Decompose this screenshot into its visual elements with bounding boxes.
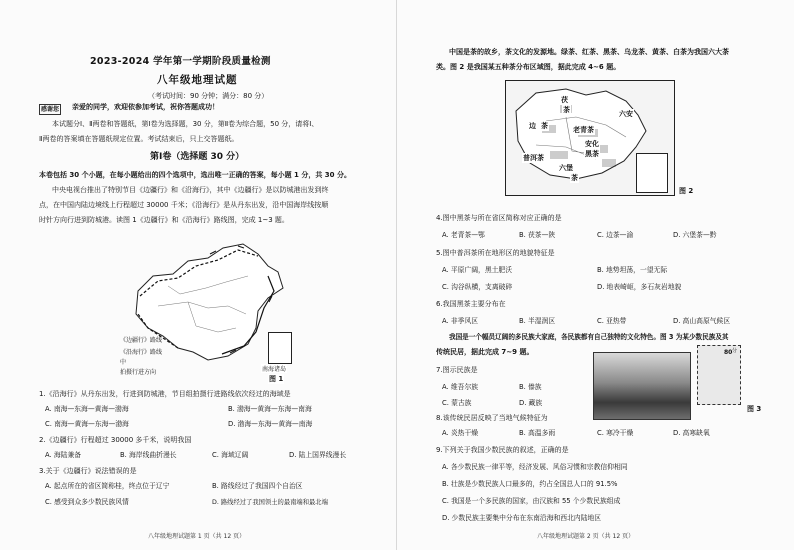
tea-intro-line-1: 中国是茶的故乡，茶文化的发源地。绿茶、红茶、黑茶、乌龙茶、黄茶、白茶为我国六大茶 xyxy=(449,48,729,56)
question-3-stem: 3.关于《边疆行》说法错误的是 xyxy=(39,467,137,475)
stamp-value: 80 xyxy=(724,349,733,356)
tea-intro-line-2: 类。图 2 是我国某五种茶分布区域图，据此完成 4~6 题。 xyxy=(436,63,621,71)
traditional-dwelling-photo xyxy=(593,352,691,420)
q5-option-c[interactable]: C. 沟谷纵横，支离破碎 xyxy=(442,283,513,291)
q4-option-c[interactable]: C. 边茶—渝 xyxy=(597,231,634,239)
label-fu-tea: 茶 xyxy=(563,106,570,114)
subject-title: 八年级地理试题 xyxy=(157,74,238,86)
stamp-unit: 分 xyxy=(732,348,738,354)
passage-line-2: 点，在中国内陆边境线上行程超过 30000 千米；《沿海行》是从丹东出发，沿中国海岸线按顺 xyxy=(39,201,329,209)
question-7-stem: 7.图示民族是 xyxy=(436,366,478,374)
label-liubao: 六堡 xyxy=(559,164,573,172)
label-bian-tea: 茶 xyxy=(541,122,548,130)
south-china-sea-inset xyxy=(268,332,292,364)
figure-1-map xyxy=(118,236,298,386)
legend-direction: 拍摄行进方向 xyxy=(120,369,157,376)
passage-line-1: 中央电视台推出了特别节目《边疆行》和《沿海行》，其中《边疆行》是以防城港出发到终 xyxy=(52,186,329,194)
page-2-footer: 八年级地理试题第 2 页（共 12 页） xyxy=(537,533,635,540)
q8-option-c[interactable]: C. 寒冷干燥 xyxy=(597,429,634,437)
q7-option-b[interactable]: B. 傣族 xyxy=(519,383,542,391)
figure-2-label: 图 2 xyxy=(679,187,694,195)
q5-option-d[interactable]: D. 地表崎岖，多石灰岩地貌 xyxy=(597,283,682,291)
q6-option-c[interactable]: C. 亚热带 xyxy=(597,317,627,325)
q1-option-d[interactable]: D. 渤海—东海—黄海—南海 xyxy=(228,420,313,428)
q6-option-d[interactable]: D. 高山高原气候区 xyxy=(673,317,731,325)
label-laoqing: 老青茶 xyxy=(573,126,594,134)
q7-option-c[interactable]: C. 蒙古族 xyxy=(442,399,472,407)
south-china-sea-inset-2 xyxy=(636,153,668,193)
q8-option-a[interactable]: A. 炎热干燥 xyxy=(442,429,479,437)
legend-coast-route: 《沿海行》路线 xyxy=(120,349,163,356)
ethnic-passage-line-1: 我国是一个幅员辽阔的多民族大家庭，各民族都有自己独特的文化特色。图 3 为某少数民族及其 xyxy=(449,333,729,341)
q7-option-d[interactable]: D. 藏族 xyxy=(519,399,543,407)
label-anhua: 安化 xyxy=(585,140,599,148)
q2-option-c[interactable]: C. 海域辽阔 xyxy=(212,451,249,459)
q9-option-b[interactable]: B. 壮族是少数民族人口最多的，约占全国总人口的 91.5% xyxy=(442,480,618,488)
label-liubao-tea: 茶 xyxy=(571,174,578,182)
legend-mid: 中 xyxy=(120,359,127,366)
question-2-stem: 2.《边疆行》行程超过 30000 多千米，说明我国 xyxy=(39,436,192,444)
q9-option-d[interactable]: D. 少数民族主要集中分布在东南沿海和西北内陆地区 xyxy=(442,514,602,522)
figure-2-tea-map xyxy=(505,80,675,196)
q6-option-a[interactable]: A. 非季风区 xyxy=(442,317,479,325)
exam-page-2 xyxy=(397,0,794,550)
figure-1-label: 图 1 xyxy=(269,375,284,383)
question-5-stem: 5.图中普洱茶所在地形区的地貌特征是 xyxy=(436,249,555,257)
q4-option-b[interactable]: B. 茯茶—陕 xyxy=(519,231,556,239)
q5-option-a[interactable]: A. 平原广阔，黑土肥沃 xyxy=(442,266,513,274)
label-liuan: 六安 xyxy=(619,110,633,118)
exam-info: （考试时间：90 分钟；满分：80 分） xyxy=(148,92,269,100)
q5-option-b[interactable]: B. 地势坦荡，一望无际 xyxy=(597,266,668,274)
question-8-stem: 8.该传统民居反映了当地气候特征为 xyxy=(436,414,548,422)
passage-line-3: 时针方向行进到防城港。读图 1《边疆行》和《沿海行》路线图，完成 1~3 题。 xyxy=(39,216,289,224)
stamp-mark: 感谢您 xyxy=(41,106,60,113)
q9-option-c[interactable]: C. 我国是一个多民族的国家，由汉族和 55 个少数民族组成 xyxy=(442,497,621,505)
label-puer: 普洱茶 xyxy=(523,154,544,162)
page-1-footer: 八年级地理试题第 1 页（共 12 页） xyxy=(148,533,246,540)
greeting: 亲爱的同学，欢迎依参加考试，祝你答题成功！ xyxy=(72,103,219,111)
q4-option-d[interactable]: D. 六堡茶—黔 xyxy=(673,231,717,239)
q1-option-c[interactable]: C. 南海—黄海—东海—渤海 xyxy=(45,420,129,428)
q3-option-b[interactable]: B. 路线经过了我国四个自治区 xyxy=(212,482,303,490)
ethnic-passage-line-2: 传统民居，据此完成 7~9 题。 xyxy=(436,348,534,356)
q3-option-d[interactable]: D. 路线经过了我国领土的最南端和最北端 xyxy=(212,499,328,506)
q2-option-b[interactable]: B. 海岸线曲折漫长 xyxy=(120,451,177,459)
q9-option-a[interactable]: A. 各少数民族一律平等，经济发展、风俗习惯和宗教信仰相同 xyxy=(442,463,628,471)
q3-option-c[interactable]: C. 感受到众多少数民族风情 xyxy=(45,498,129,506)
postage-stamp-image xyxy=(697,345,741,405)
section-title: 第Ⅰ卷（选择题 30 分） xyxy=(150,152,245,162)
question-1-stem: 1.《沿海行》从丹东出发，行进到防城港，节目组拍摄行进路线依次经过的海域是 xyxy=(39,390,291,398)
instruction-line-1: 本试题分Ⅰ、Ⅱ两卷和答题纸，第Ⅰ卷为选择题，30 分，第Ⅱ卷为综合题，50 分，请将Ⅰ、 xyxy=(52,120,319,128)
question-9-stem: 9.下列关于我国少数民族的叙述，正确的是 xyxy=(436,446,569,454)
q1-option-b[interactable]: B. 渤海—黄海—东海—南海 xyxy=(228,405,312,413)
q4-option-a[interactable]: A. 老青茶—鄂 xyxy=(442,231,485,239)
question-6-stem: 6.我国黑茶主要分布在 xyxy=(436,300,506,308)
legend-border-route: 《边疆行》路线 xyxy=(120,337,163,344)
figure-3-label: 图 3 xyxy=(747,405,762,413)
q3-option-a[interactable]: A. 起点所在的省区简称桂，终点位于辽宁 xyxy=(45,482,170,490)
q1-option-a[interactable]: A. 南海—东海—黄海—渤海 xyxy=(45,405,129,413)
instruction-line-2: Ⅱ两卷的答案填在答题纸规定位置。考试结束后，只上交答题纸。 xyxy=(39,135,239,143)
label-bian: 边 xyxy=(529,122,536,130)
q7-option-a[interactable]: A. 维吾尔族 xyxy=(442,383,479,391)
inset-label: 南海诸岛 xyxy=(262,366,287,373)
label-fu: 茯 xyxy=(561,96,568,104)
exam-header-title: 2023-2024 学年第一学期阶段质量检测 xyxy=(90,56,271,67)
question-4-stem: 4.图中黑茶与所在省区简称对应正确的是 xyxy=(436,214,562,222)
label-heicha: 黑茶 xyxy=(585,150,599,158)
section-note: 本卷包括 30 个小题，在每小题给出的四个选项中，选出唯一正确的答案，每小题 1 分，共 30 分。 xyxy=(39,171,351,179)
q2-option-d[interactable]: D. 陆上国界线漫长 xyxy=(289,451,347,459)
q8-option-d[interactable]: D. 高寒缺氧 xyxy=(673,429,710,437)
q2-option-a[interactable]: A. 海陆兼备 xyxy=(45,451,82,459)
q6-option-b[interactable]: B. 半湿润区 xyxy=(519,317,556,325)
q8-option-b[interactable]: B. 高温多雨 xyxy=(519,429,556,437)
